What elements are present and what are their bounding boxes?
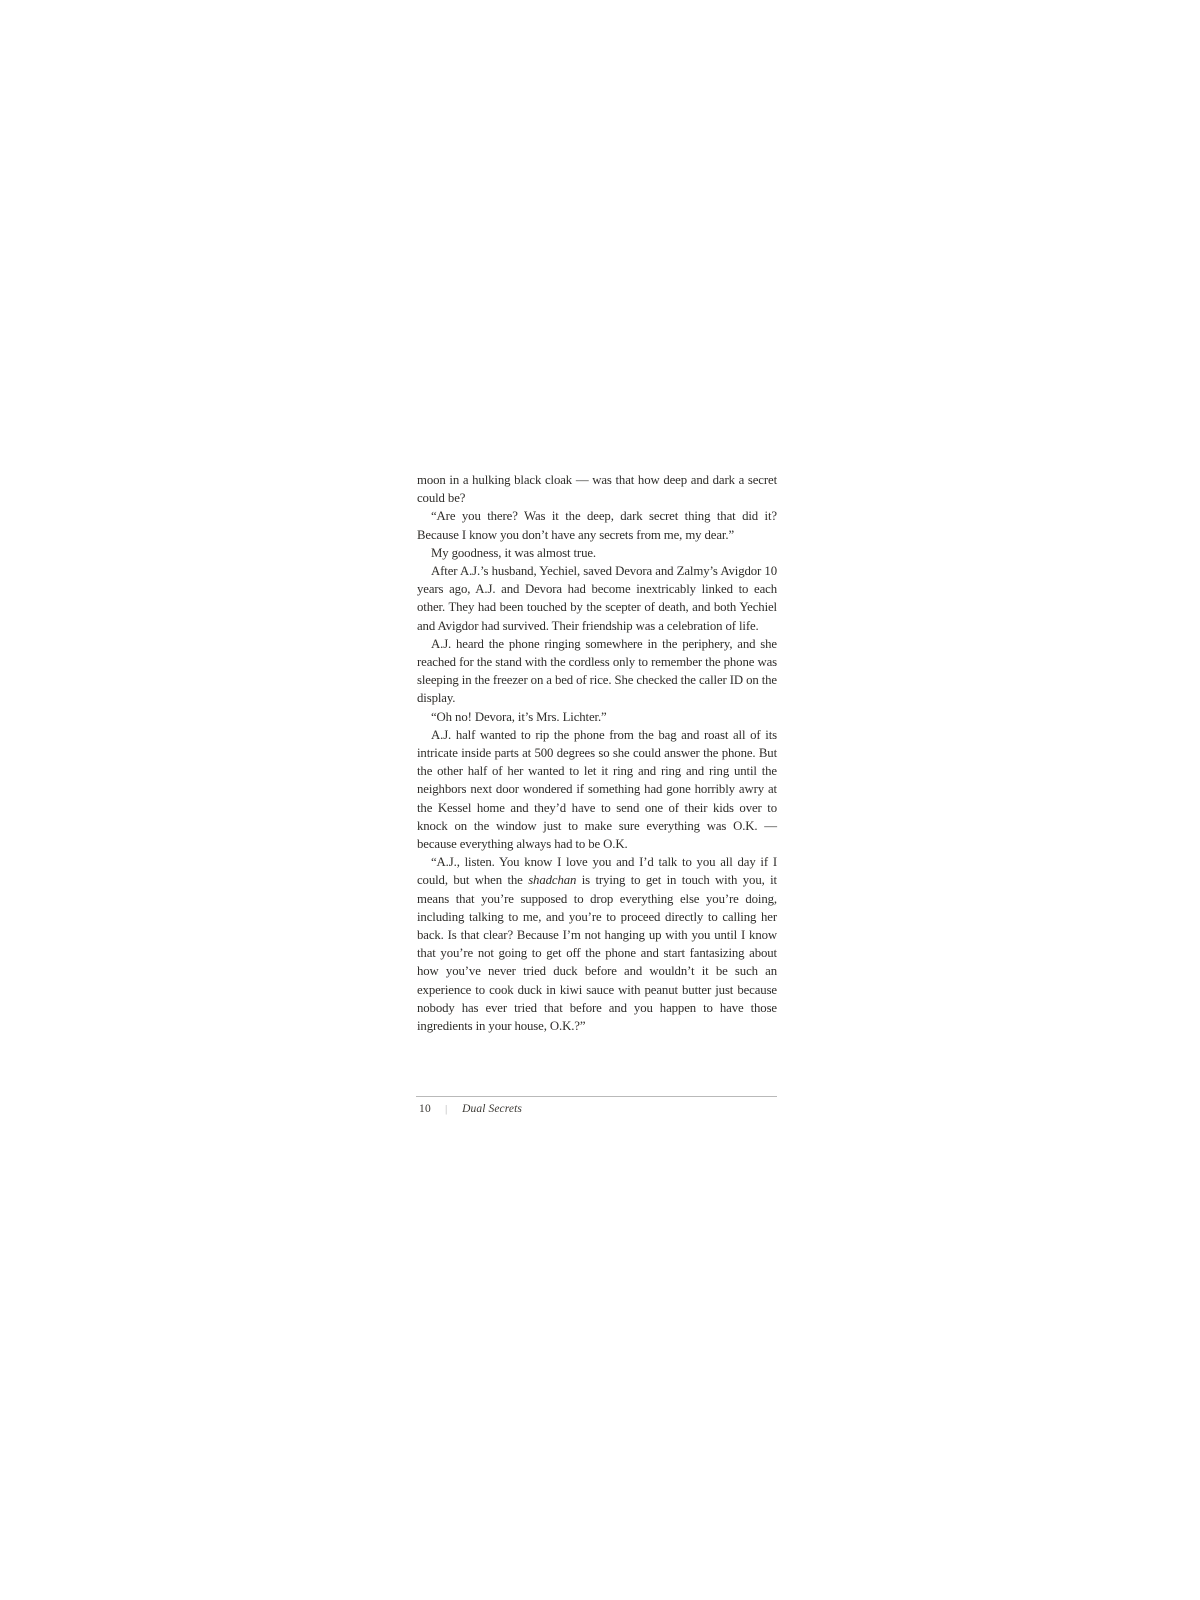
footer-rule: [416, 1096, 777, 1097]
paragraph-text: is trying to get in touch with you, it means that you’re supposed to drop everything else you’re doing, including talking to me, and you’re to proceed directly to calling her back. Is that clear? Because I’m not hanging up with you until I know that you’re not going to get off the phone and start fantasizing about how you’ve never tried duck before and wouldn’t it be such an experience to cook duck in kiwi sauce with peanut butter just because nobody has ever tried that before and you happen to have those ingredients in your house, O.K.?”: [417, 873, 777, 1034]
italic-term: shadchan: [528, 873, 577, 888]
paragraph: “Are you there? Was it the deep, dark secret thing that did it? Because I know you don’t have any secrets from me, my dear.”: [417, 509, 777, 542]
footer-row: [416, 1103, 777, 1115]
paragraph: “Oh no! Devora, it’s Mrs. Lichter.”: [431, 709, 607, 724]
paragraph: A.J. half wanted to rip the phone from the bag and roast all of its intricate inside parts at 500 degrees so she could answer the phone. But the other half of her wanted to let it ring and ring and ring until the neighbors next door wondered if something had gone horribly awry at the Kessel home and they’d have to send one of their kids over to knock on the window just to make sure everything was O.K. — because everything always had to be O.K.: [417, 727, 777, 852]
page-number: 10: [419, 1103, 432, 1115]
body-text: [417, 471, 777, 1035]
paragraph: [417, 853, 777, 1035]
paragraph-text: “A.J., listen. You know I love you and I’d talk to you all day if I could, but when the: [417, 855, 777, 888]
paragraph: My goodness, it was almost true.: [431, 545, 596, 560]
book-title: Dual Secrets: [462, 1103, 522, 1115]
page-footer: [416, 1096, 777, 1115]
footer-separator: |: [445, 1103, 448, 1116]
paragraph: A.J. heard the phone ringing somewhere in the periphery, and she reached for the stand with the cordless only to remember the phone was sleeping in the freezer on a bed of rice. She checked the caller ID on the display.: [417, 636, 777, 706]
paragraph: moon in a hulking black cloak — was that how deep and dark a secret could be?: [417, 473, 777, 506]
paragraph: After A.J.’s husband, Yechiel, saved Devora and Zalmy’s Avigdor 10 years ago, A.J. and Devora had become inextricably linked to each other. They had been touched by the scepter of death, and both Yechiel and Avigdor had survived. Their friendship was a celebration of life.: [417, 564, 777, 633]
